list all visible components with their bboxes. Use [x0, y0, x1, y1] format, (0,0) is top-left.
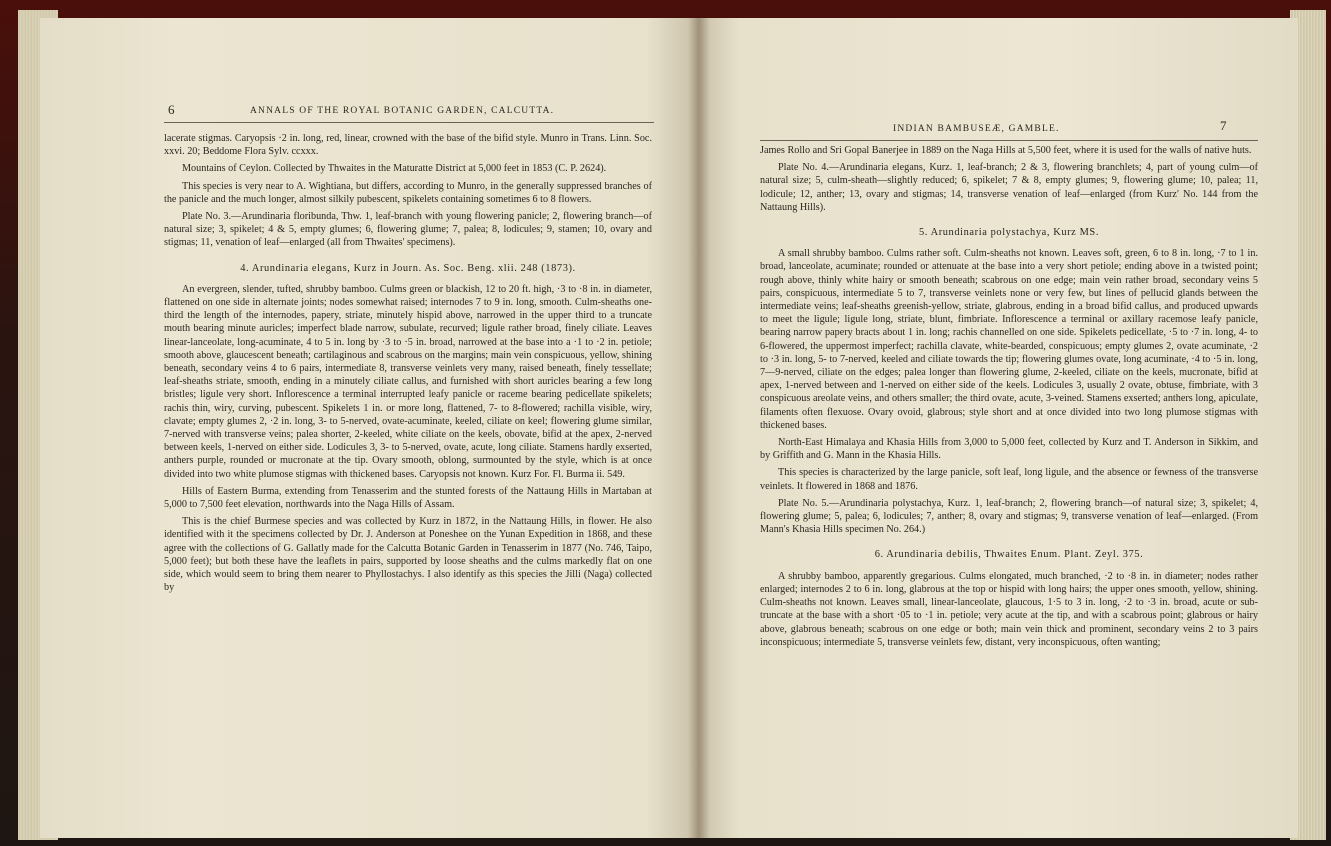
paragraph: Hills of Eastern Burma, extending from Tenasserim and the stunted forests of the Nattaung Hills in Martaban at 5,000 to 7,500 feet elevation, northwards into the Naga Hills of Assam.: [164, 485, 652, 511]
paragraph: This species is very near to A. Wightiana, but differs, according to Munro, in the generally suppressed branches of the panicle and the much longer, almost silkily pubescent, spikelets containing sometimes 6 to 8 flowers.: [164, 180, 652, 205]
left-running-head: ANNALS OF THE ROYAL BOTANIC GARDEN, CALCUTTA.: [250, 106, 555, 116]
paragraph: This species is characterized by the large panicle, soft leaf, long ligule, and the absence or fewness of the transverse veinlets. It flowered in 1868 and 1876.: [760, 467, 1258, 492]
left-page: [40, 18, 698, 838]
right-page: [698, 18, 1298, 838]
paragraph: Plate No. 4.—Arundinaria elegans, Kurz. 1, leaf-branch; 2 & 3, flowering branchlets; 4, part of young culm—of natural size; 5, culm-sheath—slightly reduced; 6, spikelet; 7 & 8, empty glumes; 9, flowering glume; 10, palea; 11, lodicule; 12, anther; 13, ovary and stigmas; 14, transverse venation of leaf—enlarged (from Kurz' No. 144 from the Nattaung Hills).: [760, 162, 1258, 213]
paragraph: This is the chief Burmese species and was collected by Kurz in 1872, in the Nattaung Hills, in flower. He also identified with it the specimens collected by Dr. J. Anderson at Poneshee on the Yunan Expedition in 1868, and these agree with the collections of G. Gallatly made for the Calcutta Botanic Garden in Tenasserim in 1877 (No. 746, Taipo, 5,000 feet); but both these have the leaflets in pairs, supported by loose sheaths and the culms markedly flat on one side, which would seem to bring them nearer to Phyllostachys. I also identify as this species the Jilli (Naga) collected by: [164, 516, 652, 594]
right-header-rule: [760, 140, 1258, 141]
paragraph: Plate No. 3.—Arundinaria floribunda, Thw. 1, leaf-branch with young flowering panicle; 2, flowering branch—of natural size; 3, spikelet; 4 & 5, empty glumes; 6, flowering glume; 7, palea; 8, lodicules; 9, stamen; 10, ovary and stigmas; 11, venation of leaf—enlarged (all from Thwaites' specimens).: [164, 211, 652, 249]
paragraph: An evergreen, slender, tufted, shrubby bamboo. Culms green or blackish, 12 to 20 ft. high, ·3 to ·8 in. in diameter, flattened on one side in alternate joints; nodes somewhat raised; internodes 7 to 9 in. long, smooth. Culm-sheaths one-third the length of the internodes, papery, striate, minutely hispid above, narrowed in the upper third to a truncate mouth bearing minute auricles; imperfect blade narrow, subulate, recurved; ligule rather broad, finely ciliate. Leaves linear-lanceolate, long-acuminate, 4 to 5 in. long by ·3 to ·5 in. broad, narrowed at the base into a ·1 to ·2 in. petiole; smooth above, glaucescent beneath; cartilaginous and scabrous on the margins; main vein conspicuous, yellow, shining beneath, secondary veins 4 to 6 pairs, intermediate 8, transverse veinlets very many, raised beneath, finely tessellate; leaf-sheaths striate, smooth, ending in a minutely ciliate callus, and furnished with short auricles bearing a few long bristles; ligule very short. Inflorescence a terminal interrupted leafy panicle or raceme bearing pedicellate spikelets; rachis thin, wiry, curving, pubescent. Spikelets 1 in. or more long, flattened, 7- to 8-flowered; rachilla visible, wiry, clavate; empty glumes 2, ·2 in. long, 3- to 5-nerved, ovate-acuminate, keeled, ciliate on keel; flowering glume similar, 7-nerved with transverse veins; palea shorter, 2-keeled, white ciliate on the keels, obovate, bifid at the apex, 2-nerved between keels, 1-nerved on either side. Lodicules 3, 3- to 5-nerved, ovate, acute, long ciliate. Stamens hardly exserted, anthers purple, rounded or mucronate at the tip. Ovary smooth, oblong, surmounted by the style, which is at once divided into two white plumose stigmas with thickened bases. Caryopsis not known. Kurz For. Fl. Burma ii. 549.: [164, 283, 652, 480]
species-heading-4: 4. Arundinaria elegans, Kurz in Journ. As. Soc. Beng. xlii. 248 (1873).: [240, 262, 576, 274]
paragraph: A small shrubby bamboo. Culms rather soft. Culm-sheaths not known. Leaves soft, green, 6 to 8 in. long, ·7 to 1 in. broad, lanceolate, acuminate; rounded or attenuate at the base into a very short petiole; ending above in a twisted point; rough above, thinly white hairy or smooth beneath; scabrous on one edge; main vein rather broad, secondary veins 5 pairs, conspicuous, intermediate 5 to 7, transverse veinlets none or very few, but lines of pellucid glands between the intermediate veins; leaf-sheaths greenish-yellow, striate, glabrous, ending in a broad bifid callus, and produced upwards to meet the ligule; ligule long, striate, blunt, fimbriate. Inflorescence a terminal or axillary racemose leafy panicle, bearing narrow papery bracts about 1 in. long; rachis channelled on one side. Spikelets pedicellate, ·5 to ·7 in. long, 4- to 6-flowered, the uppermost imperfect; rachilla clavate, white-bearded, conspicuous; empty glumes 2, ovate acuminate, ·2 to ·3 in. long, 5- to 7-nerved, keeled and ciliate towards the tip; flowering glumes ovate, long acuminate, ·4 to ·5 in. long, 7—9-nerved, ciliate on the edges; palea longer than flowering glume, 2-keeled, ciliate on the keels, mucronate, bifid at apex, 1-nerved between and 1-nerved on either side of the keels. Lodicules 3, usually 2 ovate, obtuse, fimbriate, with 3 conspicuous areolate veins, and others smaller; the third ovate, acute, 3-veined. Stamens exserted; anthers long, apiculate, filaments often flexuose. Ovary ovoid, glabrous; style short and at once divided into two long plumose stigmas with thickened bases.: [760, 248, 1258, 431]
left-header-rule: [164, 122, 654, 123]
paragraph: Mountains of Ceylon. Collected by Thwaites in the Maturatte District at 5,000 feet in 1853 (C. P. 2624).: [182, 163, 607, 175]
right-running-head: INDIAN BAMBUSEÆ, GAMBLE.: [893, 124, 1060, 134]
paragraph: lacerate stigmas. Caryopsis ·2 in. long, red, linear, crowned with the base of the bifid style. Munro in Trans. Linn. Soc. xxvi. 20; Beddome Flora Sylv. ccxxx.: [164, 133, 652, 158]
paragraph: Plate No. 5.—Arundinaria polystachya, Kurz. 1, leaf-branch; 2, flowering branch—of natural size; 3, spikelet; 4, flowering glume; 5, palea; 6, lodicules; 7, anther; 8, ovary and stigmas; 9, transverse venation of leaf—enlarged. (From Mann's Khasia Hills specimen No. 264.): [760, 497, 1258, 536]
right-body-text: [760, 144, 1258, 653]
paragraph: James Rollo and Sri Gopal Banerjee in 1889 on the Naga Hills at 5,500 feet, where it is used for the walls of native huts.: [760, 145, 1252, 156]
species-heading-5: 5. Arundinaria polystachya, Kurz MS.: [918, 227, 1100, 239]
left-page-number: 6: [168, 102, 175, 117]
left-body-text: [164, 132, 652, 599]
species-heading-6: 6. Arundinaria debilis, Thwaites Enum. Plant. Zeyl. 375.: [874, 549, 1144, 561]
paragraph: North-East Himalaya and Khasia Hills from 3,000 to 5,000 feet, collected by Kurz and T. Anderson in Sikkim, and by Griffith and G. Mann in the Khasia Hills.: [760, 437, 1258, 462]
book-gutter: [688, 18, 710, 838]
paragraph: A shrubby bamboo, apparently gregarious. Culms elongated, much branched, ·2 to ·8 in. in diameter; nodes rather enlarged; internodes 2 to 6 in. long, glabrous at the top or hispid with long hairs; the upper ones smooth, yellow, shining. Culm-sheaths not known. Leaves small, linear-lanceolate, glaucous, 1·5 to 3 in. long, ·2 to ·3 in. broad, acute or sub-truncate at the base with a short ·05 to ·1 in. petiole; very acute at the tip, and with a scabrous point; glabrous or hairy above, glabrous beneath; scabrous on one edge or both; main vein thick and prominent, secondary veins 2 to 3 pairs inconspicuous; intermediate 5, transverse veinlets few, distant, very inconspicuous, often wanting;: [760, 570, 1258, 648]
right-page-number: 7: [1220, 118, 1227, 133]
